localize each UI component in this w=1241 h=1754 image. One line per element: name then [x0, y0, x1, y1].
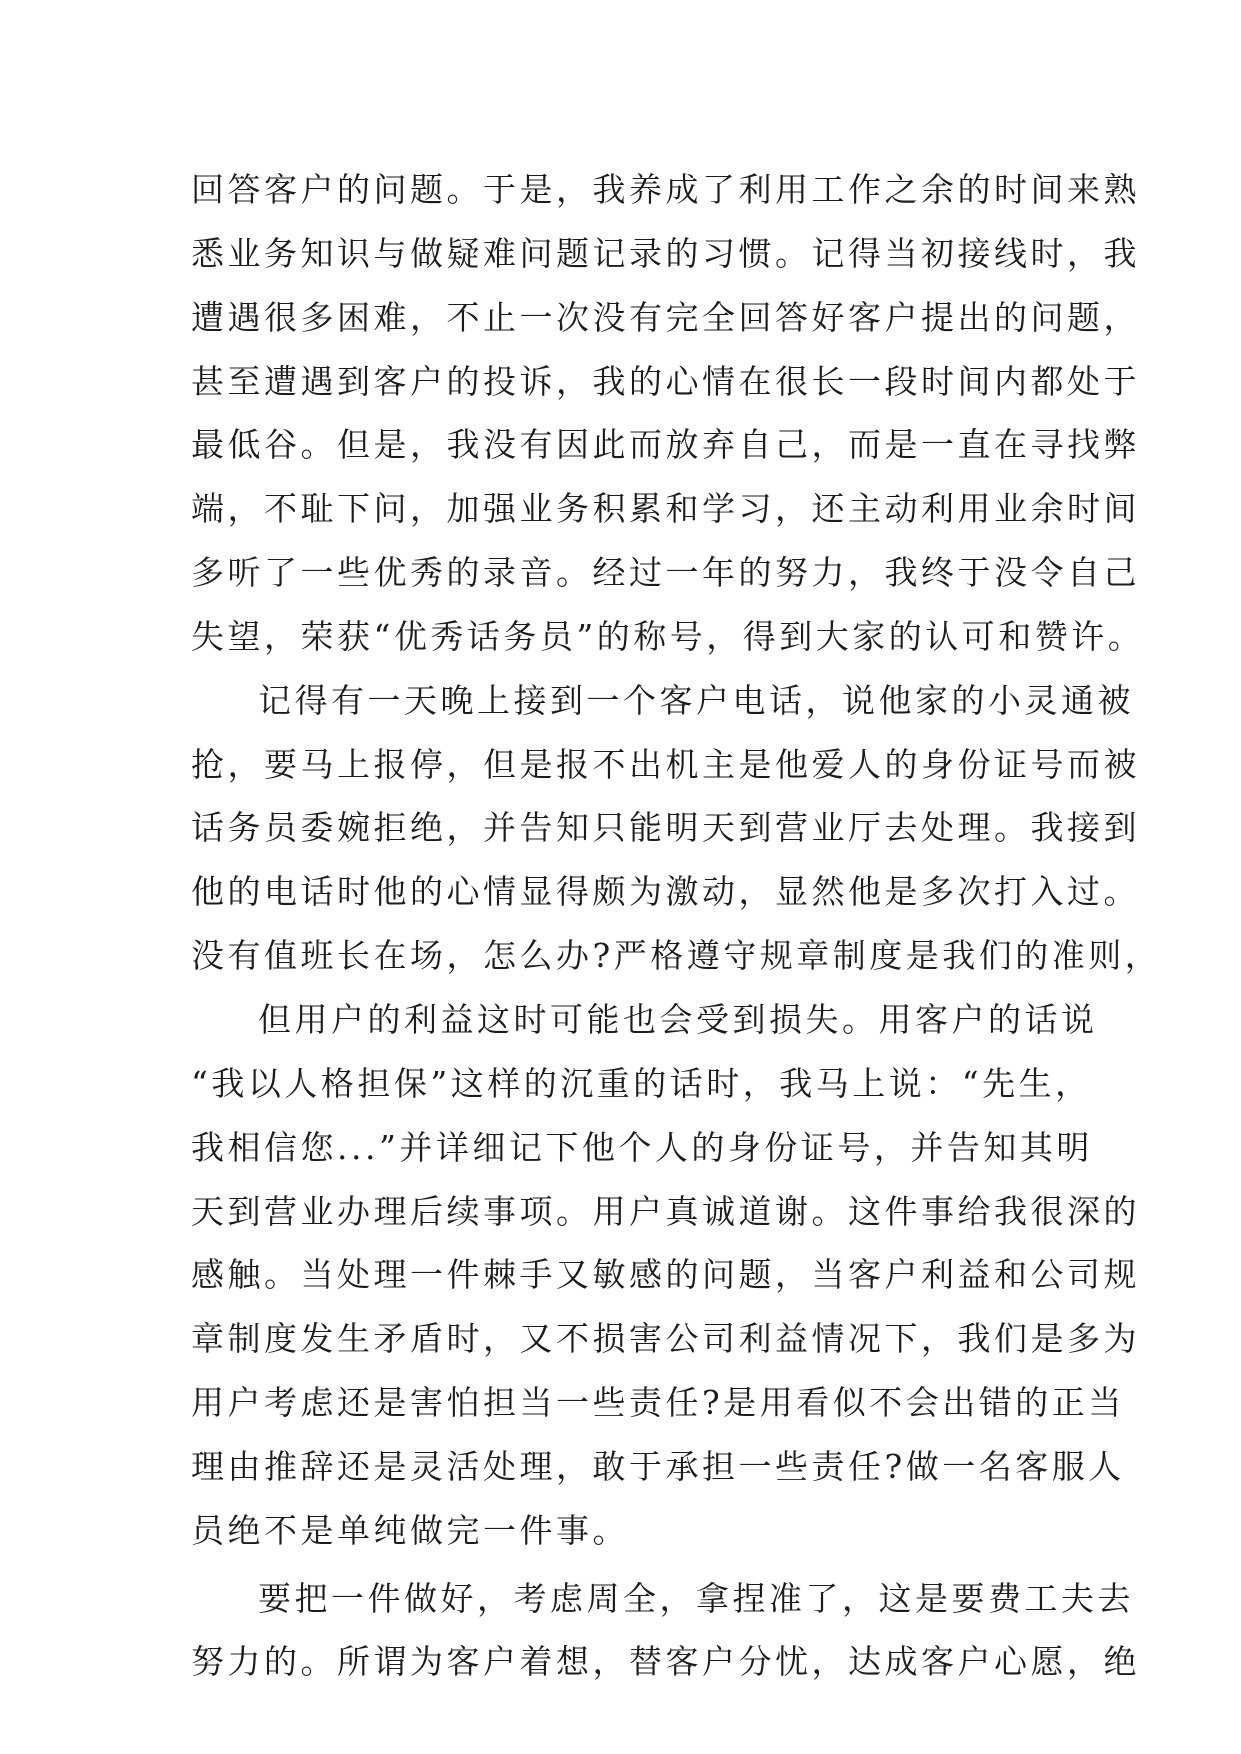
text-line: “我以人格担保”这样的沉重的话时，我马上说：“先生， [191, 1063, 1092, 1103]
text-line: 遭遇很多困难，不止一次没有完全回答好客户提出的问题， [191, 297, 1140, 337]
paragraph-first-line: 记得有一天晚上接到一个客户电话，说他家的小灵通被 [258, 680, 1134, 720]
text-line: 悉业务知识与做疑难问题记录的习惯。记得当初接线时，我 [191, 233, 1140, 273]
text-line: 话务员委婉拒绝，并告知只能明天到营业厅去处理。我接到 [191, 808, 1140, 848]
text-line: 失望，荣获“优秀话务员”的称号，得到大家的认可和赞许。 [191, 616, 1145, 656]
text-line: 努力的。所谓为客户着想，替客户分忧，达成客户心愿，绝 [191, 1642, 1140, 1682]
text-line: 感触。当处理一件棘手又敏感的问题，当客户利益和公司规 [191, 1255, 1140, 1295]
text-line: 我相信您...”并详细记下他个人的身份证号，并告知其明 [191, 1127, 1093, 1167]
text-line: 甚至遭遇到客户的投诉，我的心情在很长一段时间内都处于 [191, 361, 1140, 401]
text-line: 理由推辞还是灵活处理，敢于承担一些责任?做一名客服人 [191, 1446, 1125, 1486]
text-line: 章制度发生矛盾时，又不损害公司利益情况下，我们是多为 [191, 1319, 1140, 1359]
text-line: 回答客户的问题。于是，我养成了利用工作之余的时间来熟 [191, 170, 1140, 209]
text-line: 用户考虑还是害怕担当一些责任?是用看似不会出错的正当 [191, 1383, 1125, 1423]
text-line: 端，不耻下问，加强业务积累和学习，还主动利用业余时间 [191, 489, 1140, 529]
text-line: 他的电话时他的心情显得颇为激动，显然他是多次打入过。 [191, 872, 1140, 912]
text-line: 没有值班长在场，怎么办?严格遵守规章制度是我们的准则， [191, 936, 1162, 976]
text-line: 员绝不是单纯做完一件事。 [191, 1510, 629, 1550]
text-line: 多听了一些优秀的录音。经过一年的努力，我终于没令自己 [191, 553, 1140, 593]
paragraph-first-line: 但用户的利益这时可能也会受到损失。用客户的话说 [258, 999, 1098, 1039]
text-line: 抢，要马上报停，但是报不出机主是他爱人的身份证号而被 [191, 744, 1140, 784]
text-line: 天到营业办理后续事项。用户真诚道谢。这件事给我很深的 [191, 1191, 1140, 1231]
body-text [191, 158, 1162, 1694]
text-line: 最低谷。但是，我没有因此而放弃自己，而是一直在寻找弊 [191, 425, 1140, 465]
paragraph-first-line: 要把一件做好，考虑周全，拿捏准了，这是要费工夫去 [258, 1578, 1134, 1618]
